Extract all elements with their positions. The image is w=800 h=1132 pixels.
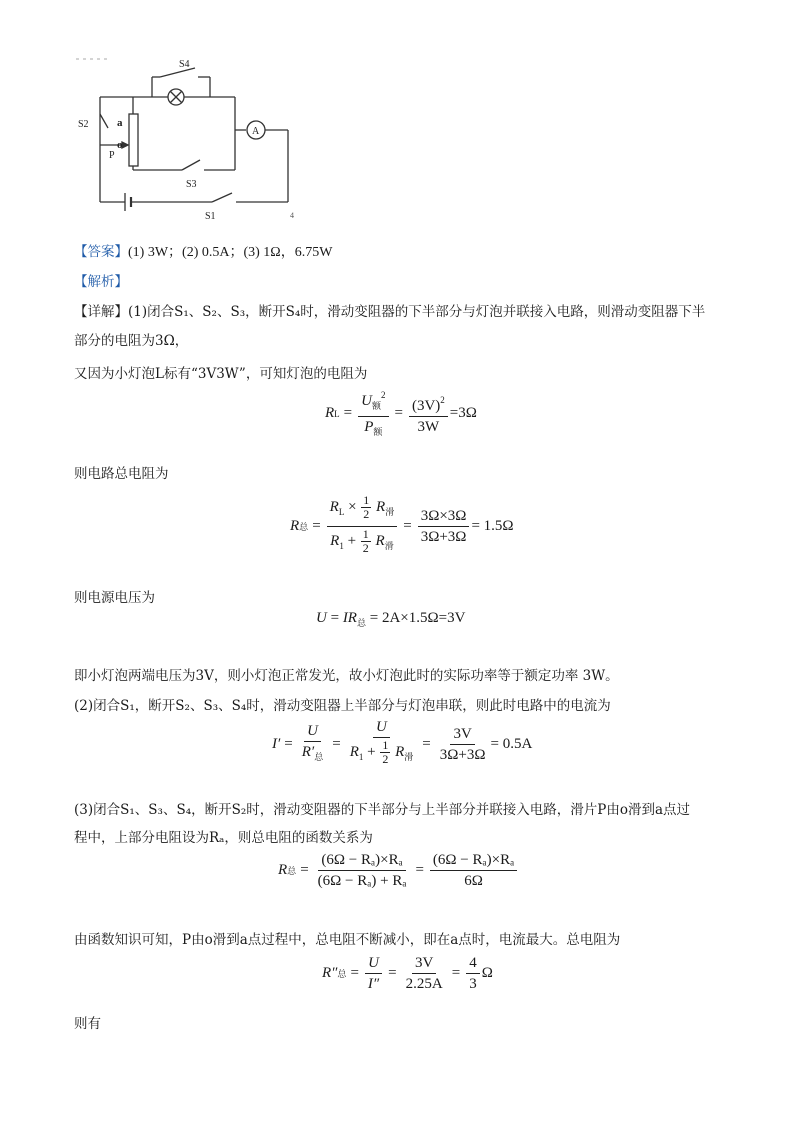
detail-line-1 — [74, 300, 705, 320]
detail-p3: 则电路总电阻为 — [74, 466, 169, 482]
equation-current: I′ = $\frac{U}{R'_总}$ = U $R_1$ + $\frac{1}{2}$ $R_滑$ = $\frac{3V}{3\Omega+3\Omega}$ = 0.5A — [272, 719, 533, 767]
label-o: o — [117, 139, 123, 151]
equation-min-resistance: R″ 总 = $\frac{U}{I''}$ = $\frac{3V}{2.25A}$ = $\frac{4}{3}$ Ω — [322, 955, 493, 992]
detail-p7-line2: 程中，上部分电阻设为Rₐ，则总电阻的函数关系为 — [74, 830, 373, 846]
detail-p5: 即小灯泡两端电压为3V，则小灯泡正常发光，故小灯泡此时的实际功率等于额定功率 3W。 — [74, 668, 619, 684]
detail-p1-line2: 部分的电阻为3Ω， — [74, 333, 189, 349]
answer-tag: 【答案】 — [74, 244, 128, 260]
label-corner-mark: 4 — [290, 211, 294, 220]
detail-p4: 则电源电压为 — [74, 590, 155, 606]
circuit-diagram — [70, 52, 310, 227]
label-s3: S3 — [186, 179, 197, 190]
label-ammeter: A — [252, 126, 260, 137]
detail-p2: 又因为小灯泡L标有“3V3W”，可知灯泡的电阻为 — [74, 366, 368, 382]
analysis-tag: 【解析】 — [74, 274, 128, 290]
label-s4: S4 — [179, 59, 190, 70]
detail-p9: 则有 — [74, 1016, 101, 1032]
answer-line — [74, 240, 332, 261]
label-a: a — [117, 117, 123, 129]
label-p: P — [109, 150, 115, 161]
answer-text: (1) 3W；(2) 0.5A；(3) 1Ω，6.75W — [128, 245, 333, 260]
label-s2: S2 — [78, 119, 89, 130]
detail-p7-line1: (3)闭合S₁、S₃、S₄，断开S₂时，滑动变阻器的下半部分与上半部分并联接入电路，滑片P由o滑到a点过 — [74, 802, 691, 818]
detail-p1-line1: (1)闭合S₁、S₂、S₃，断开S₄时，滑动变阻器的下半部分与灯泡并联接入电路，则滑动变阻器下半 — [128, 304, 706, 320]
detail-p6: (2)闭合S₁，断开S₂、S₃、S₄时，滑动变阻器上半部分与灯泡串联，则此时电路中的电流为 — [74, 698, 611, 714]
detail-p8: 由函数知识可知，P由o滑到a点过程中，总电阻不断减小，即在a点时，电流最大。总电阻为 — [74, 932, 621, 948]
equation-resistance-function: R 总 = $\frac{\text{(6Ω − Rₐ)×Rₐ}}{\text{(6Ω − Rₐ) + Rₐ}}$ = $\frac{\text{(6Ω − Rₐ)×Rₐ}}{6\Omega}$ — [278, 851, 519, 890]
detail-tag: 【详解】 — [74, 304, 128, 320]
equation-source-voltage: $U = IR_总 = 2A\times 1.5\Omega=3V$ — [316, 610, 466, 628]
label-s1: S1 — [205, 211, 216, 222]
equation-total-resistance: R 总 = $R_L$ × $\frac{1}{2}$ $R_滑$ $R_1$ + $\frac{1}{2}$ $R_滑$ = $\frac{3\Omega\times 3\Omega}{3\Omega+3\Omega}$ = 1.5Ω — [290, 493, 514, 556]
equation-lamp-resistance: R L = $\frac{U_额^2}{P_额}$ = $\frac{(3V)^2}{3W}$ =3Ω — [325, 386, 477, 441]
